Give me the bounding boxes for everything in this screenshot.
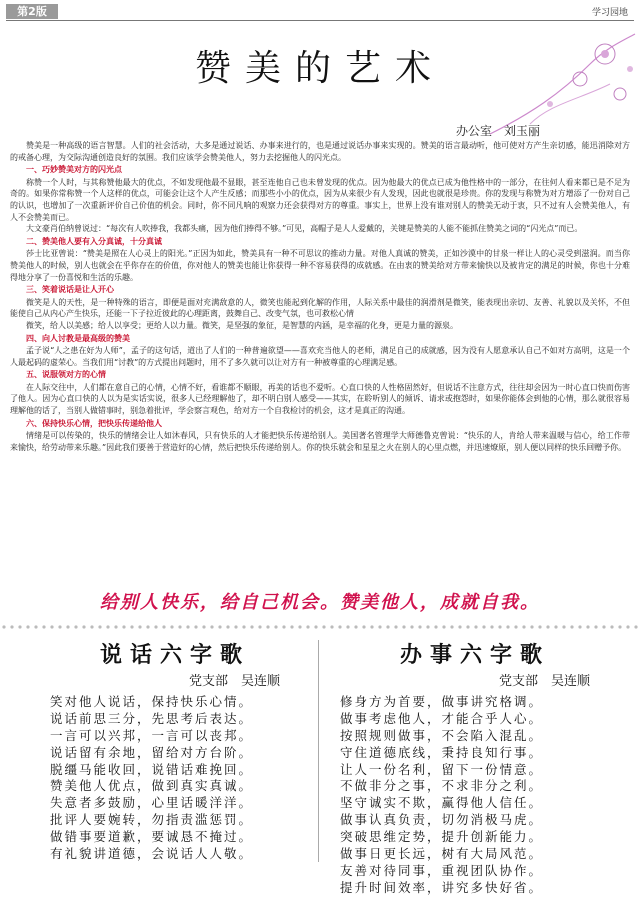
article-author: 办公室 刘玉丽	[455, 124, 540, 138]
divider-pattern	[0, 616, 640, 638]
header-rule	[6, 20, 634, 21]
poem-left-title: 说话六字歌	[99, 642, 250, 668]
poem-line: 按照规则做事，不会陷入混乱。	[340, 727, 544, 743]
poem-line: 让人一份名利，留下一份情意。	[340, 761, 544, 777]
article-paragraph: 莎士比亚曾说：“赞美是照在人心灵上的阳光。”正因为如此，赞美具有一种不可思议的推动力量。对他人真诚的赞美，正如沙漠中的甘泉一样让人的心灵受到滋润。而当你赞美他人的时候，别人也就会在乎你存在的价值，你对他人的赞美也能让你获得一种不容易获得的成就感。在由衷的赞美给对方带来愉快以及被肯定的满足的时候，你也十分难得地分享了一份喜悦和生活的乐趣。	[10, 249, 630, 282]
poem-line: 做事考虑他人，才能合乎人心。	[340, 710, 544, 726]
poem-line: 守住道德底线，秉持良知行事。	[340, 744, 544, 760]
poem-left	[50, 640, 300, 863]
poem-line: 不做非分之事，不求非分之利。	[340, 778, 544, 794]
poem-line: 赞美他人优点，做到真实真诚。	[50, 778, 254, 794]
article-paragraph: 大文豪肖伯纳曾说过：“每次有人吹捧我，我都头痛，因为他们捧得不够。”可见，高帽子是人人爱戴的，关键是赞美的人能不能抓住赞美之词的“闪光点”而已。	[26, 224, 583, 234]
poem-right	[340, 640, 610, 897]
poem-line: 笑对他人说话，保持快乐心情。	[50, 694, 254, 709]
page-header	[0, 0, 640, 22]
poem-line: 一言可以兴邦，一言可以丧邦。	[50, 727, 254, 743]
article-paragraph: 微笑是人的天性，是一种特殊的语言，即便是面对充满敌意的人，微笑也能起到化解的作用，人际关系中最佳的润滑剂是微笑，能表现出亲切、友善、礼貌以及关怀，不但能使自己从内心产生快乐，还能一下子拉近彼此的心理距离，鼓舞自己、改变气氛，也可救松心情	[10, 297, 630, 319]
poem-line: 做事日更长远，树有大局风范。	[340, 846, 544, 862]
poem-line: 突破思维定势，提升创新能力。	[340, 829, 544, 845]
poem-line: 批评人要婉转，勿指责滥惩罚。	[50, 812, 254, 828]
article-paragraph: 在人际交往中，人们都在意自己的心情，心情不好，看谁都不顺眼，再美的话也不爱听。心直口快的人性格固然好，但说话不注意方式，往往却会因为一时心直口快而伤害了他人。因为心直口快的人以为是实话实说，很多人已经理解他了，却不明白别人感受——其实，在聆听别人的倾诉、请求或抱怨时，如果你能体会到他的心情，那么就很容易理解他的话了，当别人做错事时，别急着批评，学会察言观色，给对方一个自我检讨的机会，这才是真正的沟通。	[10, 382, 630, 416]
issue-badge: 第2版	[6, 4, 58, 19]
section-heading: 五、说服领对方的心情	[26, 369, 106, 380]
poem-line: 说话前思三分，先思考后表达。	[50, 710, 254, 726]
column-divider	[318, 640, 319, 862]
poem-right-author: 党支部 吴连顺	[498, 674, 590, 689]
section-heading: 三、笑着说话是让人开心	[26, 284, 114, 295]
poem-line: 脱缰马能收回，说错话难挽回。	[50, 761, 254, 777]
poem-line: 修身方为首要，做事讲究格调。	[340, 694, 544, 709]
article-title: 赞美的艺术	[194, 48, 445, 89]
section-heading: 六、保持快乐心情，把快乐传递给他人	[26, 417, 162, 428]
poem-line: 坚守诚实不欺，赢得他人信任。	[340, 795, 544, 811]
section-name: 学习园地	[591, 8, 628, 18]
poem-line: 有礼貌讲道德，会说话人人敬。	[50, 846, 254, 862]
poem-line: 做事认真负责，切勿消极马虎。	[340, 812, 544, 828]
poem-line: 提升时间效率，讲究多快好省。	[340, 879, 544, 895]
poem-line: 失意者多鼓励，心里话暖洋洋。	[50, 795, 254, 811]
section-heading: 一、巧妙赞美对方的闪光点	[26, 164, 122, 175]
section-heading: 四、向人讨教是最高级的赞美	[26, 332, 130, 343]
article-body	[10, 140, 630, 580]
article-paragraph: 称赞一个人时，与其称赞他最大的优点，不如发现他最不显眼，甚至连他自己也未曾发现的优点。因为他最大的优点已成为他性格中的一部分，在往何人看来都已是不足为奇的。如果你常称赞一个人这样的优点，可能会让这个人产生反感；而那些小小的优点，因为从来很少有人发现，因此也就很是珍贵。你的发现与称赞为对方增添了一份对自己的认识，也增加了一次重新评价自己价值的机会。同时，你不同凡响的观察力还会获得对方的尊重。事实上，世界上没有谁对别人的赞美无动于衷，只不过有人会赞美他人，有人不会赞美而已。	[10, 177, 630, 222]
article-paragraph: 情绪是可以传染的，快乐的情绪会让人如沐春风，只有快乐的人才能把快乐传递给别人。美国著名管理学大师德鲁克曾说：“快乐的人，肯给人带来温暖与信心，给工作带来愉快，给劳动带来乐趣。”因此我们要善于营造好的心情，然后把快乐传递给别人。你的快乐就会和星星之火在别人的心里点燃，并迅速燎原，别人便以同样的快乐回赠予你。	[10, 431, 630, 452]
section-heading: 二、赞美他人要有入分真诚，十分真诚	[26, 235, 162, 246]
article-paragraph: 孟子说“人之患在好为人师”，孟子的这句话，道出了人们的一种普遍欲望——喜欢充当他人的老师，满足自己的成就感，因为没有人愿意承认自己不如对方高明，这是一个人最起码的虚荣心。当我们用“讨教”的方式提出问题时，用不了多久就可以让对方有一种被尊重的心理满足感。	[10, 346, 630, 367]
poem-right-title: 办事六字歌	[399, 642, 550, 668]
article-paragraph: 赞美是一种高级的语言智慧。人们的社会活动，大多是通过说话、办事来进行的，也是通过说话办事来实现的。赞美的语言最动听，他可使对方产生亲切感，能迅消除对方的戒备心理，为交际沟通创造良好的氛围。我们应该学会赞美他人，努力去挖掘他人的闪光点。	[10, 141, 630, 162]
poem-left-author: 党支部 吴连顺	[188, 674, 280, 689]
poem-line: 说话留有余地，留给对方台阶。	[50, 744, 254, 760]
article-paragraph: 微笑，给人以美感；给人以享受；更给人以力量。微笑，是坚强的象征，是智慧的内涵，是幸福的化身，更是力量的源泉。	[26, 320, 458, 330]
poem-line: 友善对待同事，重视团队协作。	[340, 862, 544, 878]
poem-line: 做错事要道歉，要诚恳不掩过。	[50, 829, 254, 845]
slogan: 给别人快乐，给自己机会。赞美他人，成就自我。	[100, 592, 540, 613]
